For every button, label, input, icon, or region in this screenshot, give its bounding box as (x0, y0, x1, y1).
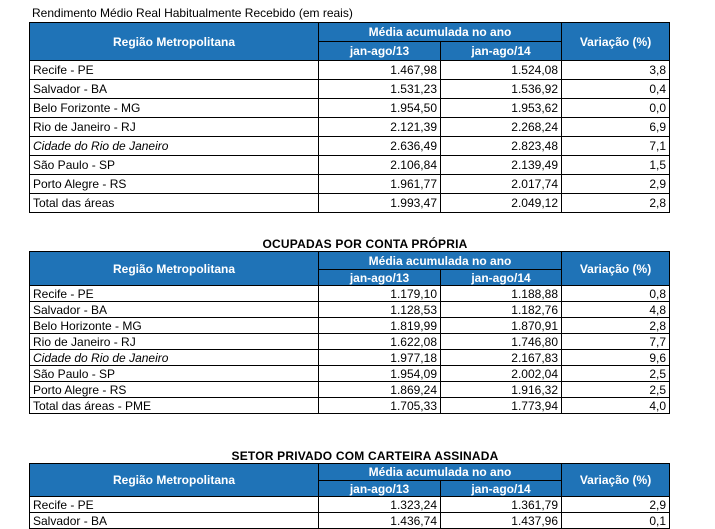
value-jan-ago-14-cell: 1.361,79 (441, 497, 562, 513)
table-row (30, 302, 670, 318)
value-jan-ago-14-cell: 2.167,83 (441, 350, 562, 366)
region-cell: Porto Alegre - RS (30, 175, 319, 194)
value-jan-ago-14-cell: 1.746,80 (441, 334, 562, 350)
variation-cell: 3,8 (562, 61, 670, 80)
value-jan-ago-13-cell: 1.869,24 (319, 382, 441, 398)
table-row (30, 118, 670, 137)
table-row (30, 334, 670, 350)
variation-cell: 2,8 (562, 318, 670, 334)
value-jan-ago-13-cell: 1.531,23 (319, 80, 441, 99)
table-row (30, 398, 670, 414)
average-group-header: Média acumulada no ano (319, 23, 562, 42)
value-jan-ago-13-cell: 1.467,98 (319, 61, 441, 80)
value-jan-ago-14-cell: 1.524,08 (441, 61, 562, 80)
section-title-conta-propria: OCUPADAS POR CONTA PRÓPRIA (262, 237, 468, 251)
region-cell: Rio de Janeiro - RJ (30, 334, 319, 350)
table-body (30, 497, 670, 529)
region-header: Região Metropolitana (30, 464, 319, 497)
region-cell: Recife - PE (30, 286, 319, 302)
variation-cell: 7,7 (562, 334, 670, 350)
table-row (30, 156, 670, 175)
region-cell: Cidade do Rio de Janeiro (30, 350, 319, 366)
table-row (30, 318, 670, 334)
income-table-carteira-assinada (29, 463, 670, 529)
value-jan-ago-14-cell: 1.188,88 (441, 286, 562, 302)
variation-cell: 2,9 (562, 175, 670, 194)
region-cell: Belo Forizonte - MG (30, 99, 319, 118)
region-cell: Recife - PE (30, 61, 319, 80)
value-jan-ago-14-cell: 2.268,24 (441, 118, 562, 137)
table-row (30, 137, 670, 156)
value-jan-ago-13-cell: 1.977,18 (319, 350, 441, 366)
year1-header: jan-ago/13 (319, 270, 441, 286)
value-jan-ago-13-cell: 1.819,99 (319, 318, 441, 334)
year2-header: jan-ago/14 (441, 42, 562, 61)
value-jan-ago-14-cell: 1.953,62 (441, 99, 562, 118)
table-body (30, 286, 670, 414)
table-row (30, 194, 670, 213)
table-row (30, 366, 670, 382)
variation-header: Variação (%) (562, 23, 670, 61)
region-cell: Recife - PE (30, 497, 319, 513)
variation-cell: 0,8 (562, 286, 670, 302)
value-jan-ago-14-cell: 2.139,49 (441, 156, 562, 175)
region-cell: Total das áreas (30, 194, 319, 213)
table-row (30, 497, 670, 513)
value-jan-ago-13-cell: 1.961,77 (319, 175, 441, 194)
table-row (30, 175, 670, 194)
value-jan-ago-13-cell: 2.636,49 (319, 137, 441, 156)
year1-header: jan-ago/13 (319, 42, 441, 61)
value-jan-ago-13-cell: 1.705,33 (319, 398, 441, 414)
region-cell: Salvador - BA (30, 302, 319, 318)
table-body (30, 61, 670, 213)
variation-cell: 0,1 (562, 513, 670, 529)
region-cell: Total das áreas - PME (30, 398, 319, 414)
value-jan-ago-14-cell: 2.002,04 (441, 366, 562, 382)
variation-cell: 2,8 (562, 194, 670, 213)
table-row (30, 350, 670, 366)
region-cell: São Paulo - SP (30, 366, 319, 382)
region-cell: Belo Horizonte - MG (30, 318, 319, 334)
variation-cell: 2,9 (562, 497, 670, 513)
table-row (30, 61, 670, 80)
region-cell: Rio de Janeiro - RJ (30, 118, 319, 137)
region-header: Região Metropolitana (30, 23, 319, 61)
average-group-header: Média acumulada no ano (319, 464, 562, 481)
value-jan-ago-14-cell: 1.536,92 (441, 80, 562, 99)
variation-cell: 4,0 (562, 398, 670, 414)
variation-cell: 0,4 (562, 80, 670, 99)
region-cell: Salvador - BA (30, 513, 319, 529)
value-jan-ago-13-cell: 1.993,47 (319, 194, 441, 213)
table-caption: Rendimento Médio Real Habitualmente Recebido (em reais) (32, 6, 353, 20)
value-jan-ago-14-cell: 2.049,12 (441, 194, 562, 213)
region-header: Região Metropolitana (30, 252, 319, 286)
variation-cell: 4,8 (562, 302, 670, 318)
year1-header: jan-ago/13 (319, 481, 441, 497)
table-row (30, 513, 670, 529)
value-jan-ago-13-cell: 1.179,10 (319, 286, 441, 302)
table-row (30, 80, 670, 99)
table-row (30, 99, 670, 118)
region-cell: Cidade do Rio de Janeiro (30, 137, 319, 156)
value-jan-ago-14-cell: 2.823,48 (441, 137, 562, 156)
variation-cell: 2,5 (562, 382, 670, 398)
table-row (30, 382, 670, 398)
value-jan-ago-13-cell: 2.106,84 (319, 156, 441, 175)
income-table-all (29, 22, 670, 213)
variation-cell: 0,0 (562, 99, 670, 118)
region-cell: São Paulo - SP (30, 156, 319, 175)
year2-header: jan-ago/14 (441, 481, 562, 497)
value-jan-ago-13-cell: 1.954,50 (319, 99, 441, 118)
variation-cell: 7,1 (562, 137, 670, 156)
value-jan-ago-13-cell: 1.954,09 (319, 366, 441, 382)
section-title-carteira-assinada: SETOR PRIVADO COM CARTEIRA ASSINADA (231, 449, 499, 463)
income-table-conta-propria (29, 251, 670, 414)
value-jan-ago-14-cell: 2.017,74 (441, 175, 562, 194)
variation-cell: 9,6 (562, 350, 670, 366)
average-group-header: Média acumulada no ano (319, 252, 562, 270)
value-jan-ago-14-cell: 1.870,91 (441, 318, 562, 334)
variation-header: Variação (%) (562, 252, 670, 286)
value-jan-ago-14-cell: 1.182,76 (441, 302, 562, 318)
value-jan-ago-13-cell: 1.622,08 (319, 334, 441, 350)
value-jan-ago-14-cell: 1.437,96 (441, 513, 562, 529)
value-jan-ago-14-cell: 1.916,32 (441, 382, 562, 398)
region-cell: Salvador - BA (30, 80, 319, 99)
value-jan-ago-14-cell: 1.773,94 (441, 398, 562, 414)
table-row (30, 286, 670, 302)
value-jan-ago-13-cell: 1.436,74 (319, 513, 441, 529)
value-jan-ago-13-cell: 2.121,39 (319, 118, 441, 137)
variation-cell: 1,5 (562, 156, 670, 175)
value-jan-ago-13-cell: 1.128,53 (319, 302, 441, 318)
value-jan-ago-13-cell: 1.323,24 (319, 497, 441, 513)
region-cell: Porto Alegre - RS (30, 382, 319, 398)
variation-cell: 2,5 (562, 366, 670, 382)
variation-header: Variação (%) (562, 464, 670, 497)
variation-cell: 6,9 (562, 118, 670, 137)
year2-header: jan-ago/14 (441, 270, 562, 286)
